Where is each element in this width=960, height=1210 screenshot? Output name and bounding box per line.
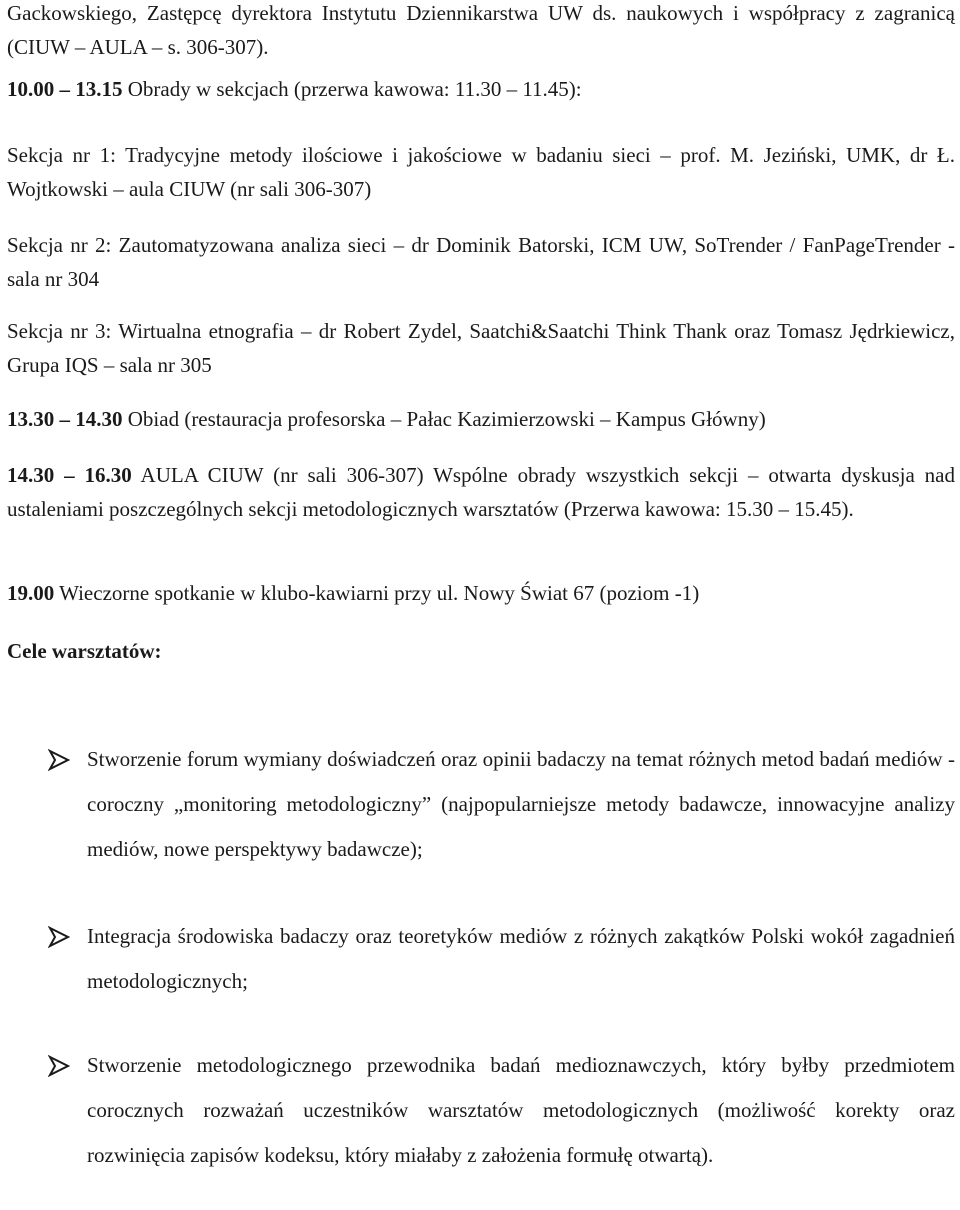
goals-heading: Cele warsztatów: (7, 639, 162, 663)
section-3-text: Sekcja nr 3: Wirtualna etnografia – dr Robert Zydel, Saatchi&Saatchi Think Thank oraz Tomasz Jędrkiewicz, Grupa IQS – sala nr 305 (7, 319, 955, 377)
intro-paragraph (7, 0, 955, 64)
schedule-item-lunch (7, 402, 955, 436)
section-1-paragraph (7, 138, 955, 206)
schedule-item-evening (7, 576, 955, 610)
schedule-text: Wieczorne spotkanie w klubo-kawiarni przy ul. Nowy Świat 67 (poziom -1) (54, 581, 700, 605)
time-label: 19.00 (7, 581, 55, 605)
arrowhead-bullet-icon (48, 749, 70, 771)
schedule-item-session (7, 72, 955, 106)
schedule-text: Obiad (restauracja profesorska – Pałac Kazimierzowski – Kampus Główny) (122, 407, 766, 431)
time-label: 14.30 – 16.30 (7, 463, 132, 487)
schedule-item-plenary (7, 458, 955, 526)
goal-text: Integracja środowiska badaczy oraz teoretyków mediów z różnych zakątków Polski wokół zagadnień metodologicznych; (87, 924, 955, 993)
section-1-text: Sekcja nr 1: Tradycyjne metody ilościowe i jakościowe w badaniu sieci – prof. M. Jeziński, UMK, dr Ł. Wojtkowski – aula CIUW (nr sali 306-307) (7, 143, 955, 201)
arrowhead-bullet-icon (48, 926, 70, 948)
goal-text: Stworzenie forum wymiany doświadczeń oraz opinii badaczy na temat różnych metod badań mediów - coroczny „monitoring metodologiczny” (najpopularniejsze metody badawcze, innowacyjne analizy mediów, nowe perspektywy badawcze); (87, 747, 955, 861)
time-label: 13.30 – 14.30 (7, 407, 123, 431)
schedule-text: AULA CIUW (nr sali 306-307) Wspólne obrady wszystkich sekcji – otwarta dyskusja nad ustaleniami poszczególnych sekcji metodologicznych warsztatów (Przerwa kawowa: 15.30 – 15.45). (7, 463, 955, 521)
intro-text: Gackowskiego, Zastępcę dyrektora Instytutu Dziennikarstwa UW ds. naukowych i współpracy z zagranicą (CIUW – AULA – s. 306-307). (7, 1, 955, 59)
section-2-text: Sekcja nr 2: Zautomatyzowana analiza sieci – dr Dominik Batorski, ICM UW, SoTrender / FanPageTrender - sala nr 304 (7, 233, 955, 291)
schedule-text: Obrady w sekcjach (przerwa kawowa: 11.30 – 11.45): (122, 77, 582, 101)
time-label: 10.00 – 13.15 (7, 77, 123, 101)
arrowhead-bullet-icon (48, 1055, 70, 1077)
section-2-paragraph (7, 228, 955, 296)
section-3-paragraph (7, 314, 955, 382)
goal-text: Stworzenie metodologicznego przewodnika badań medioznawczych, który byłby przedmiotem corocznych rozważań uczestników warsztatów metodologicznych (możliwość korekty oraz rozwinięcia zapisów kodeksu, który miałaby z założenia formułę otwartą). (87, 1053, 955, 1167)
